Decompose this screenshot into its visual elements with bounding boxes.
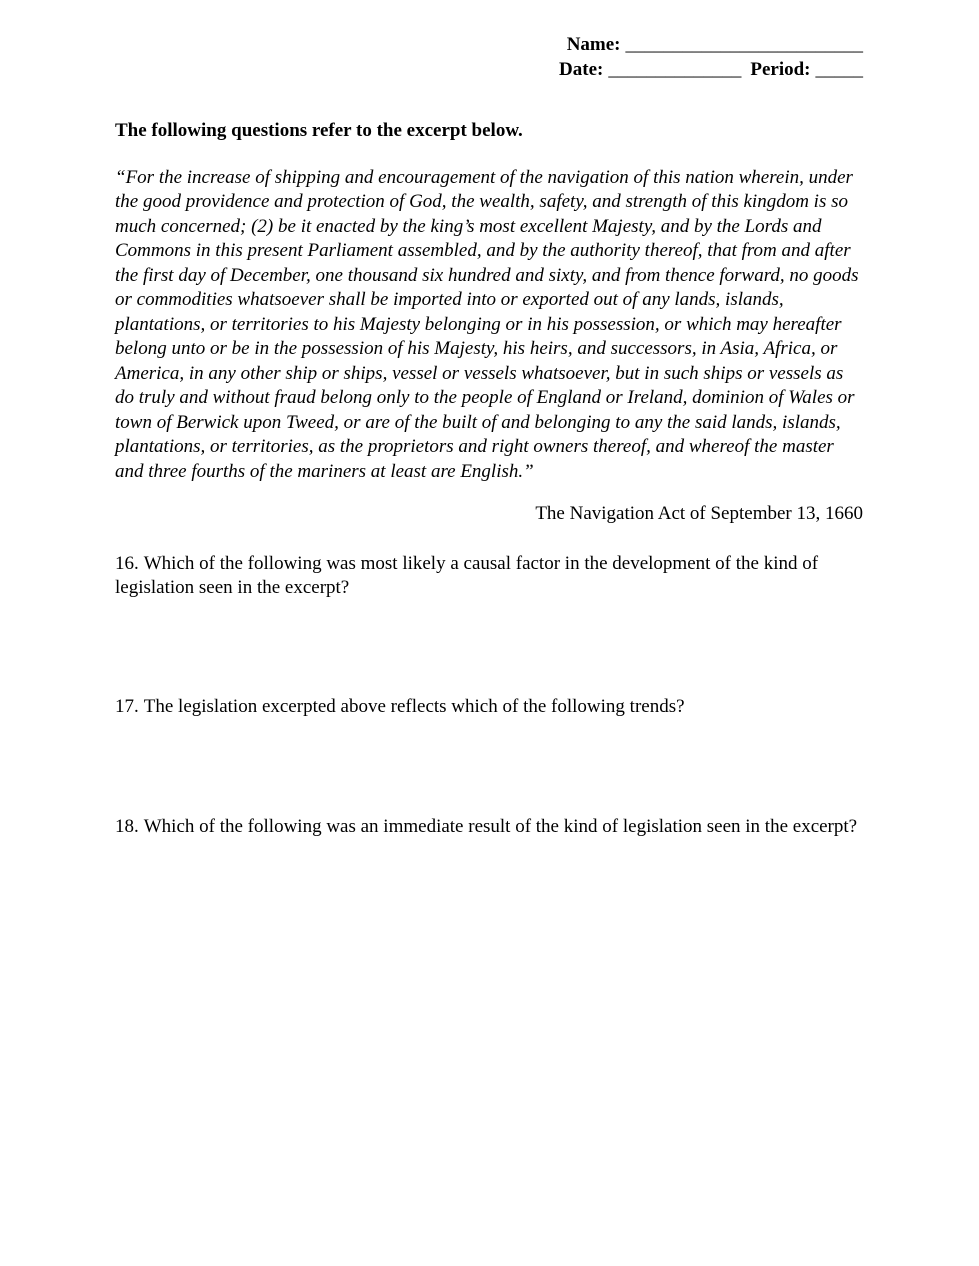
period-label: Period: (750, 58, 811, 80)
question-18-text: Which of the following was an immediate result of the kind of legislation seen in the excerpt? (143, 816, 858, 837)
period-blank: _____ (815, 58, 863, 80)
student-info-header (115, 33, 863, 82)
question-16-number: 16. (115, 552, 139, 574)
question-17-text: The legislation excerpted above reflects which of the following trends? (143, 695, 685, 717)
instruction-heading: The following questions refer to the excerpt below. (115, 120, 523, 141)
name-blank: _________________________ (625, 34, 863, 55)
name-line (115, 33, 863, 58)
question-16-text: Which of the following was most likely a causal factor in the development of the kind of legislation seen in the excerpt? (115, 552, 819, 598)
date-period-line (115, 58, 863, 83)
excerpt-attribution: The Navigation Act of September 13, 1660 (535, 503, 863, 524)
date-label: Date: (559, 58, 604, 80)
excerpt-quote: “For the increase of shipping and encouragement of the navigation of this nation wherein, under the good providence and protection of God, the wealth, safety, and strength of this kingdom is so much concerned; (2) be it enacted by the king’s most excellent Majesty, and by the Lords and Commons in this present Parliament assembled, and by the authority thereof, that from and after the first day of December, one thousand six hundred and sixty, and from thence forward, no goods or commodities whatsoever shall be imported into or exported out of any lands, islands, plantations, or territories to his Majesty belonging or in his possession, or which may hereafter belong unto or be in the possession of his Majesty, his heirs, and successors, in Asia, Africa, or America, in any other ship or ships, vessel or vessels whatsoever, but in such ships or vessels as do truly and without fraud belong only to the people of England or Ireland, dominion of Wales or town of Berwick upon Tweed, or are of the built of and belonging to any the said lands, islands, plantations, or territories, as the proprietors and right owners thereof, and whereof the master and three fourths of the mariners at least are English.” (115, 166, 859, 482)
question-17-number: 17. (115, 695, 139, 717)
question-18 (115, 815, 863, 840)
date-blank: ______________ (608, 58, 742, 80)
question-17 (115, 695, 863, 720)
question-18-number: 18. (115, 816, 139, 837)
question-16 (115, 552, 863, 601)
name-label: Name: (566, 34, 621, 55)
